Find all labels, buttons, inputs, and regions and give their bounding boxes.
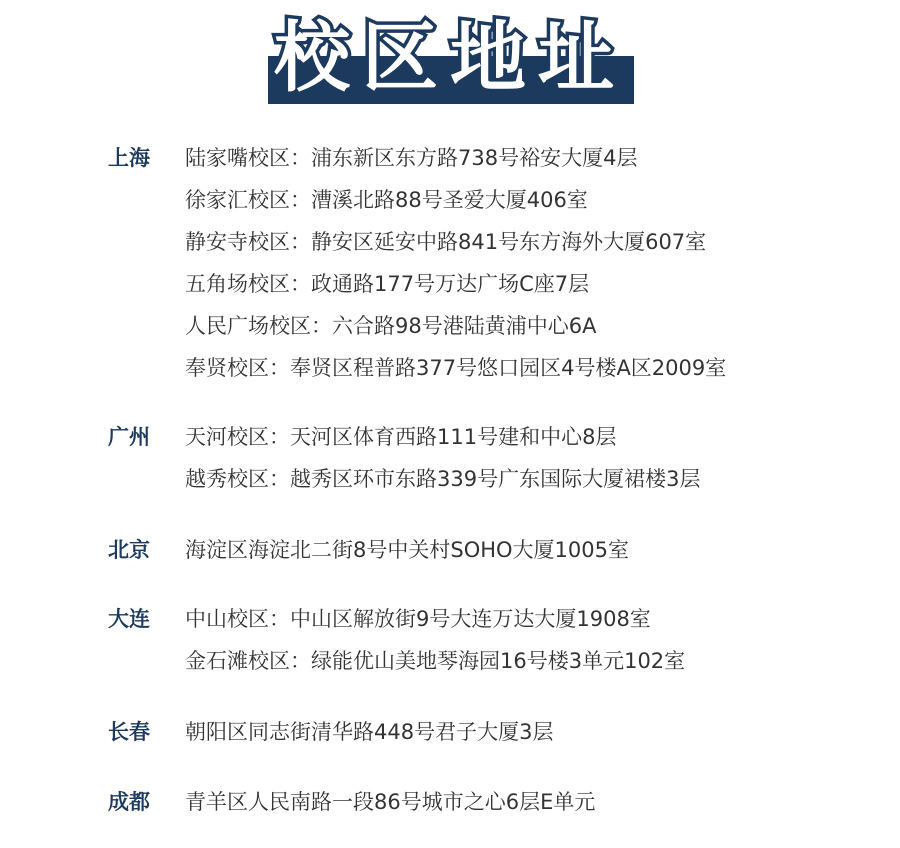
city-name: 成都 <box>108 790 150 814</box>
address-line: 越秀校区：越秀区环市东路339号广东国际大厦裙楼3层 <box>185 467 701 491</box>
address-line: 青羊区人民南路一段86号城市之心6层E单元 <box>185 790 596 814</box>
address-line: 徐家汇校区：漕溪北路88号圣爱大厦406室 <box>185 188 588 212</box>
address-line: 金石滩校区：绿能优山美地琴海园16号楼3单元102室 <box>185 649 686 673</box>
address-line: 中山校区：中山区解放街9号大连万达大厦1908室 <box>185 607 651 631</box>
city-name: 广州 <box>108 425 150 449</box>
city-name: 大连 <box>108 607 150 631</box>
city-name: 北京 <box>108 538 150 562</box>
address-line: 陆家嘴校区：浦东新区东方路738号裕安大厦4层 <box>185 146 638 170</box>
address-line: 海淀区海淀北二街8号中关村SOHO大厦1005室 <box>185 538 629 562</box>
city-name: 长春 <box>108 720 150 744</box>
address-line: 天河校区：天河区体育西路111号建和中心8层 <box>185 425 617 449</box>
address-line: 静安寺校区：静安区延安中路841号东方海外大厦607室 <box>185 230 707 254</box>
address-line: 朝阳区同志街清华路448号君子大厦3层 <box>185 720 554 744</box>
page-title: 校区地址 <box>274 13 626 102</box>
city-name: 上海 <box>108 146 150 170</box>
address-line: 人民广场校区：六合路98号港陆黄浦中心6A <box>185 314 597 338</box>
address-line: 五角场校区：政通路177号万达广场C座7层 <box>185 272 590 296</box>
address-line: 奉贤校区：奉贤区程普路377号悠口园区4号楼A区2009室 <box>185 356 727 380</box>
